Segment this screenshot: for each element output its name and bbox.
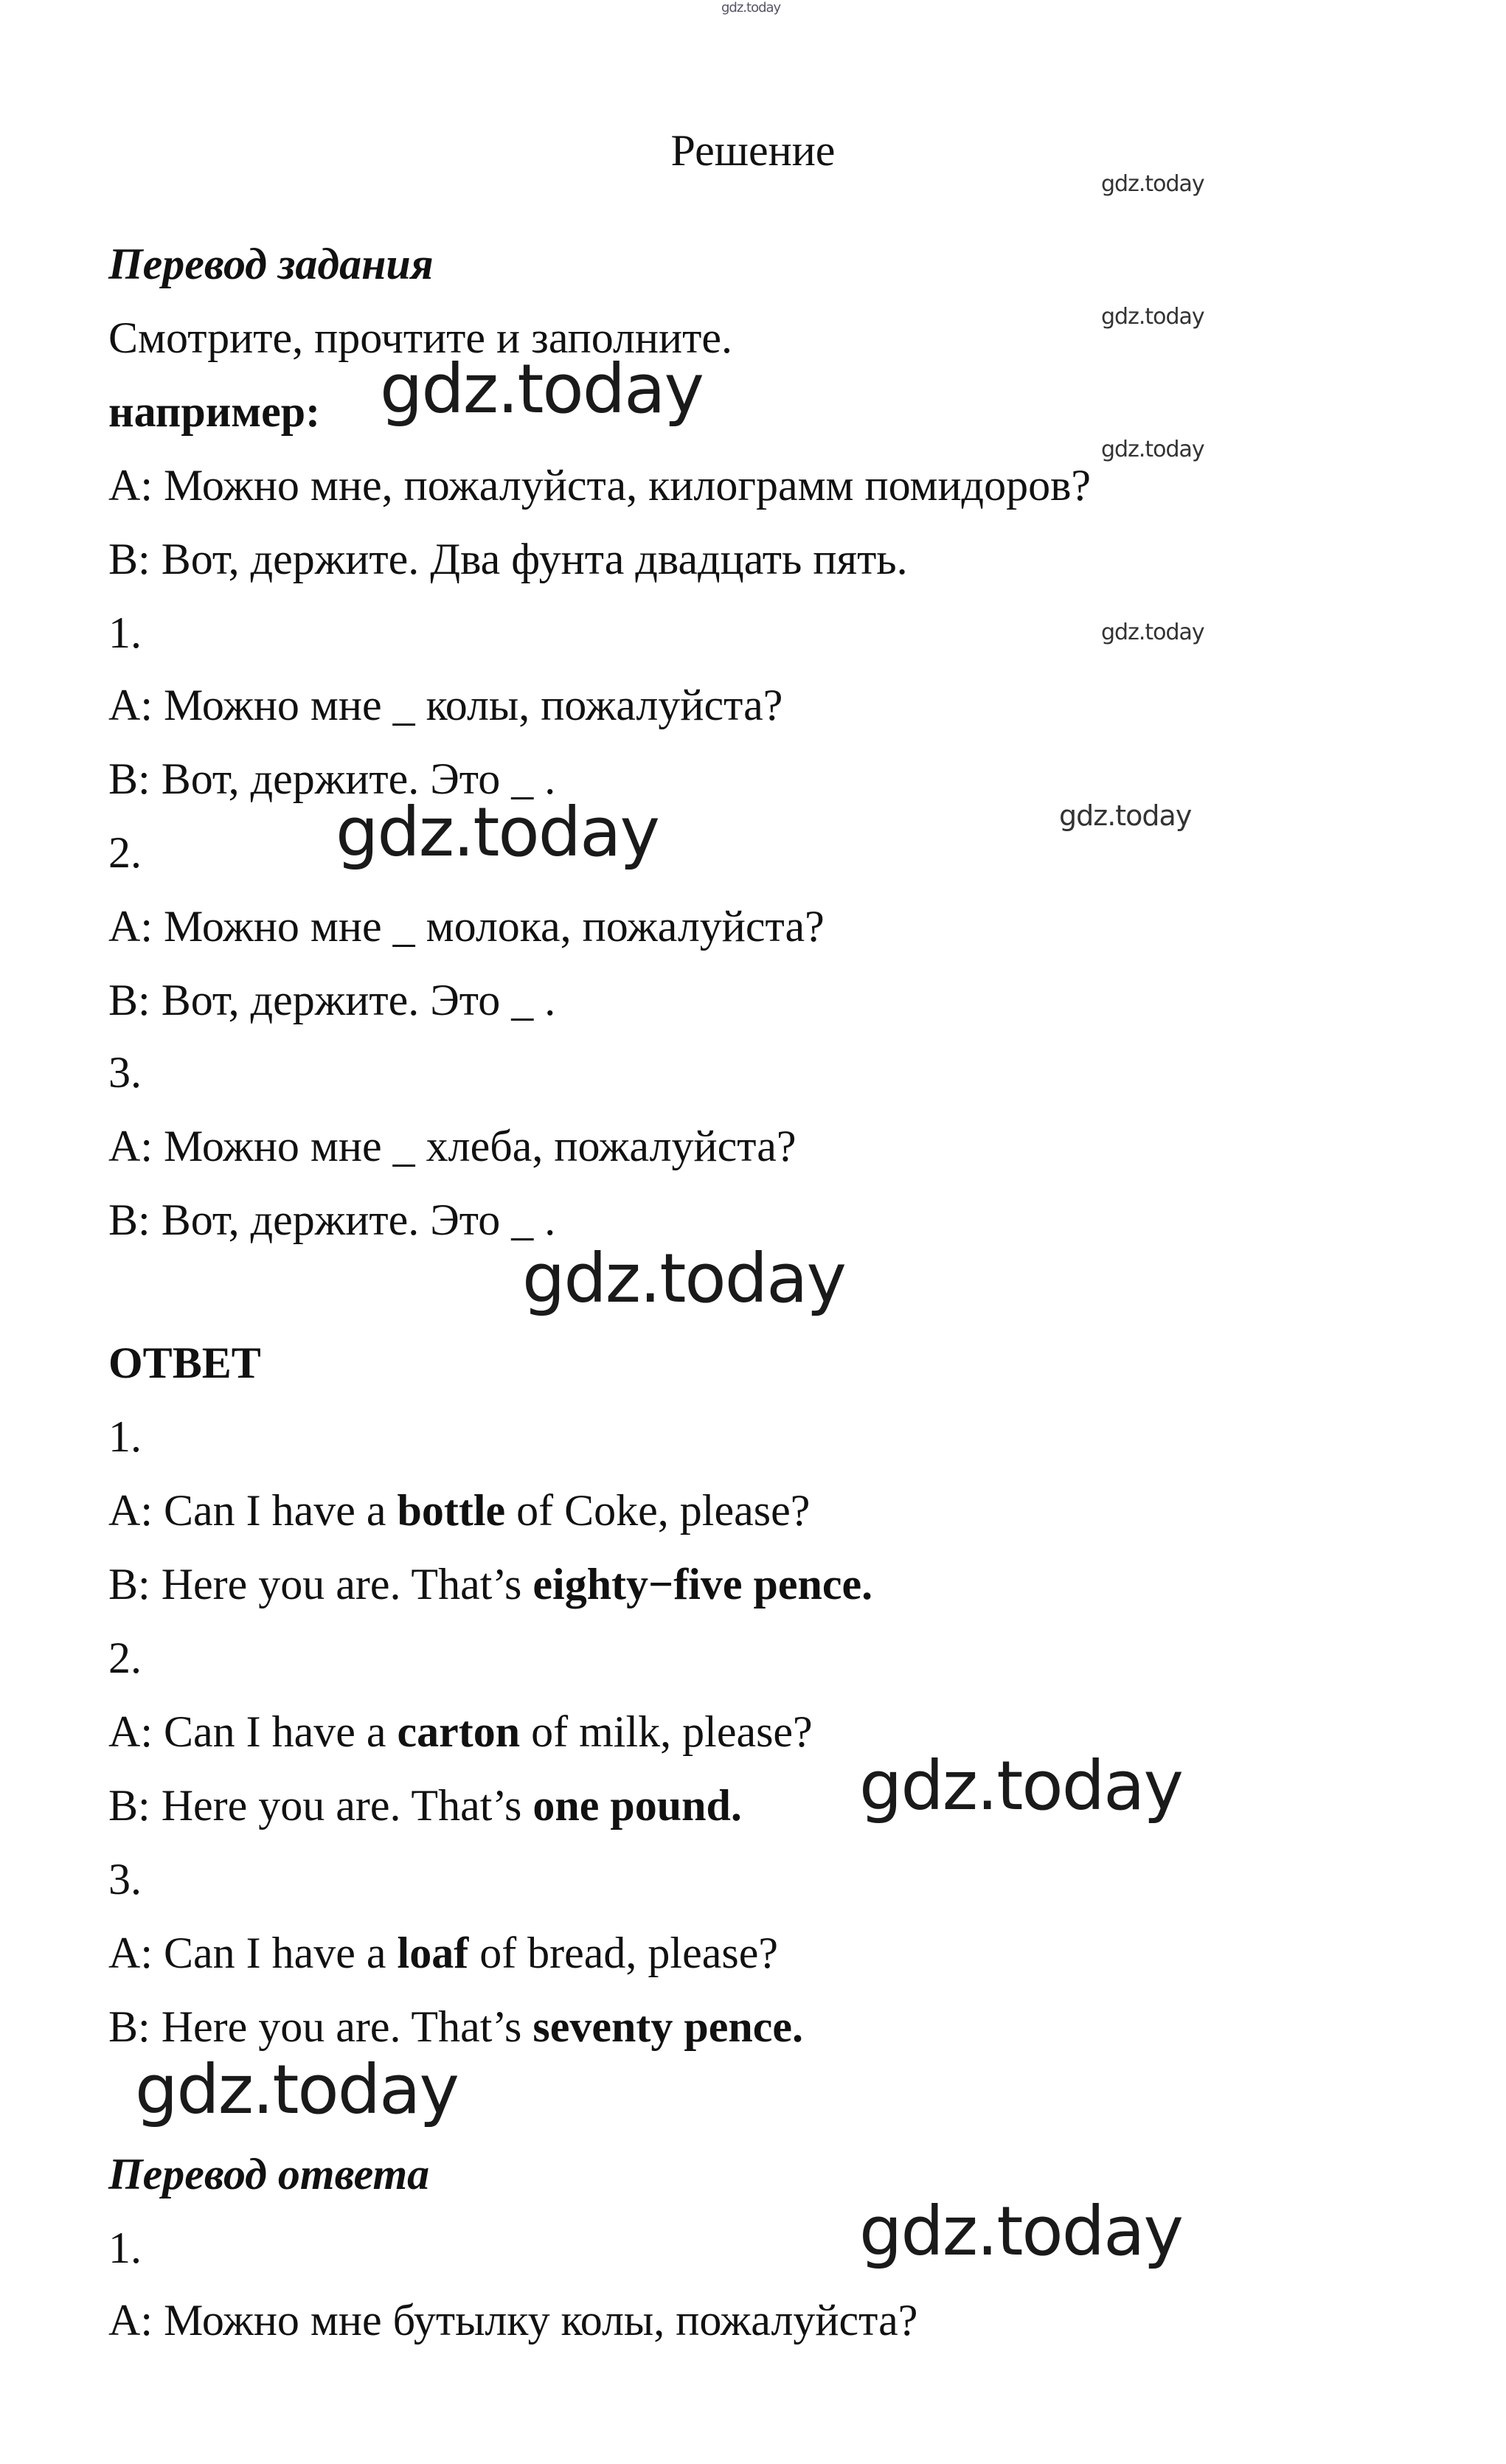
watermark-large: gdz.today: [522, 1239, 845, 1318]
answer-item-number: 3.: [108, 1855, 142, 1903]
intro-text: Смотрите, прочтите и заполните.: [108, 313, 733, 362]
example-line-a: А: Можно мне, пожалуйста, килограмм помидоров?: [108, 461, 1092, 510]
task-heading: Перевод задания: [108, 240, 434, 288]
watermark-large: gdz.today: [859, 2192, 1182, 2271]
watermark-small: gdz.today: [1101, 620, 1204, 645]
watermark-top: gdz.today: [721, 0, 781, 15]
task-item-line-a: А: Можно мне _ колы, пожалуйста?: [108, 681, 783, 729]
translation-item-number: 1.: [108, 2224, 142, 2272]
example-line-b: В: Вот, держите. Два фунта двадцать пять.: [108, 535, 908, 583]
answer-heading: ОТВЕТ: [108, 1339, 261, 1387]
answer-item-number: 2.: [108, 1634, 142, 1682]
answer-line-a: A: Can I have a bottle of Coke, please?: [108, 1486, 811, 1535]
watermark-small: gdz.today: [1101, 304, 1204, 330]
answer-item-number: 1.: [108, 1412, 142, 1461]
translation-line-a: А: Можно мне бутылку колы, пожалуйста?: [108, 2296, 918, 2345]
watermark-large: gdz.today: [859, 1746, 1182, 1825]
task-item-line-b: В: Вот, держите. Это _ .: [108, 976, 556, 1024]
task-item-number: 3.: [108, 1048, 142, 1097]
watermark-small: gdz.today: [1101, 171, 1204, 197]
answer-line-a: A: Can I have a loaf of bread, please?: [108, 1929, 778, 1977]
watermark-small: gdz.today: [1059, 799, 1192, 832]
task-item-line-a: А: Можно мне _ молока, пожалуйста?: [108, 902, 825, 951]
page-title: Решение: [670, 126, 836, 175]
task-item-number: 2.: [108, 828, 142, 877]
task-item-line-a: А: Можно мне _ хлеба, пожалуйста?: [108, 1122, 797, 1170]
answer-line-a: A: Can I have a carton of milk, please?: [108, 1707, 813, 1756]
answer-line-b: B: Here you are. That’s eighty−five pence.: [108, 1560, 873, 1608]
answer-line-b: B: Here you are. That’s seventy pence.: [108, 2002, 803, 2051]
answer-line-b: B: Here you are. That’s one pound.: [108, 1781, 742, 1830]
watermark-large: gdz.today: [380, 350, 703, 428]
task-item-number: 1.: [108, 608, 142, 657]
task-item-line-b: В: Вот, держите. Это _ .: [108, 1195, 556, 1244]
watermark-small: gdz.today: [1101, 437, 1204, 462]
watermark-large: gdz.today: [336, 793, 659, 872]
example-label: например:: [108, 387, 321, 436]
translation-heading: Перевод ответа: [108, 2150, 430, 2198]
task-item-line-b: В: Вот, держите. Это _ .: [108, 754, 556, 803]
watermark-large: gdz.today: [135, 2050, 458, 2129]
